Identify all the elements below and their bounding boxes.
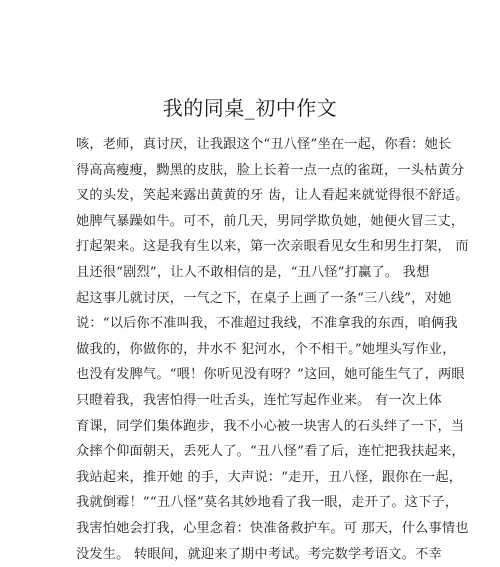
essay-body xyxy=(76,132,426,567)
text-line: 咳，老师，真讨厌，让我跟这个“丑八怪”坐在一起，你看：她长 xyxy=(76,132,426,158)
text-line: 她脾气暴躁如牛。可不，前几天，男同学欺负她，她便火冒三丈， xyxy=(76,209,426,235)
text-line: 我就倒霉！”“丑八怪”莫名其妙地看了我一眼，走开了。这下子， xyxy=(76,490,426,516)
text-line: 说：“以后你不准叫我，不准超过我线，不准拿我的东西，咱俩我 xyxy=(76,311,426,337)
text-line: 没发生。 转眼间，就迎来了期中考试。考完数学考语文。不幸 xyxy=(76,542,426,567)
text-line: 打起架来。这是我有生以来，第一次亲眼看见女生和男生打架， 而 xyxy=(76,234,426,260)
text-line: 只瞪着我，我害怕得一吐舌头，连忙写起作业来。 有一次上体 xyxy=(76,388,426,414)
text-line: 且还很“剧烈”，让人不敢相信的是，“丑八怪”打赢了。 我想 xyxy=(76,260,426,286)
text-line: 得高高瘦瘦，黝黑的皮肤，脸上长着一点一点的雀斑，一头枯黄分 xyxy=(76,158,426,184)
text-line: 起这事儿就讨厌，一气之下，在桌子上画了一条“三八线”，对她 xyxy=(76,286,426,312)
page-title: 我的同桌_初中作文 xyxy=(0,92,500,121)
text-line: 做我的，你做你的，井水不 犯河水，个不相干。”她埋头写作业， xyxy=(76,337,426,363)
text-line: 我站起来，推开她 的手，大声说：“走开，丑八怪，跟你在一起， xyxy=(76,465,426,491)
text-line: 众摔个仰面朝天，丢死人了。“丑八怪”看了后，连忙把我扶起来， xyxy=(76,439,426,465)
text-line: 叉的头发，笑起来露出黄黄的牙 齿，让人看起来就觉得很不舒适。 xyxy=(76,183,426,209)
text-line: 育课，同学们集体跑步，我不小心被一块害人的石头绊了一下，当 xyxy=(76,414,426,440)
text-line: 我害怕她会打我，心里念着：快准备救护车。可 那天，什么事情也 xyxy=(76,516,426,542)
text-line: 也没有发脾气。“喂！你听见没有呀？”这回，她可能生气了，两眼 xyxy=(76,362,426,388)
